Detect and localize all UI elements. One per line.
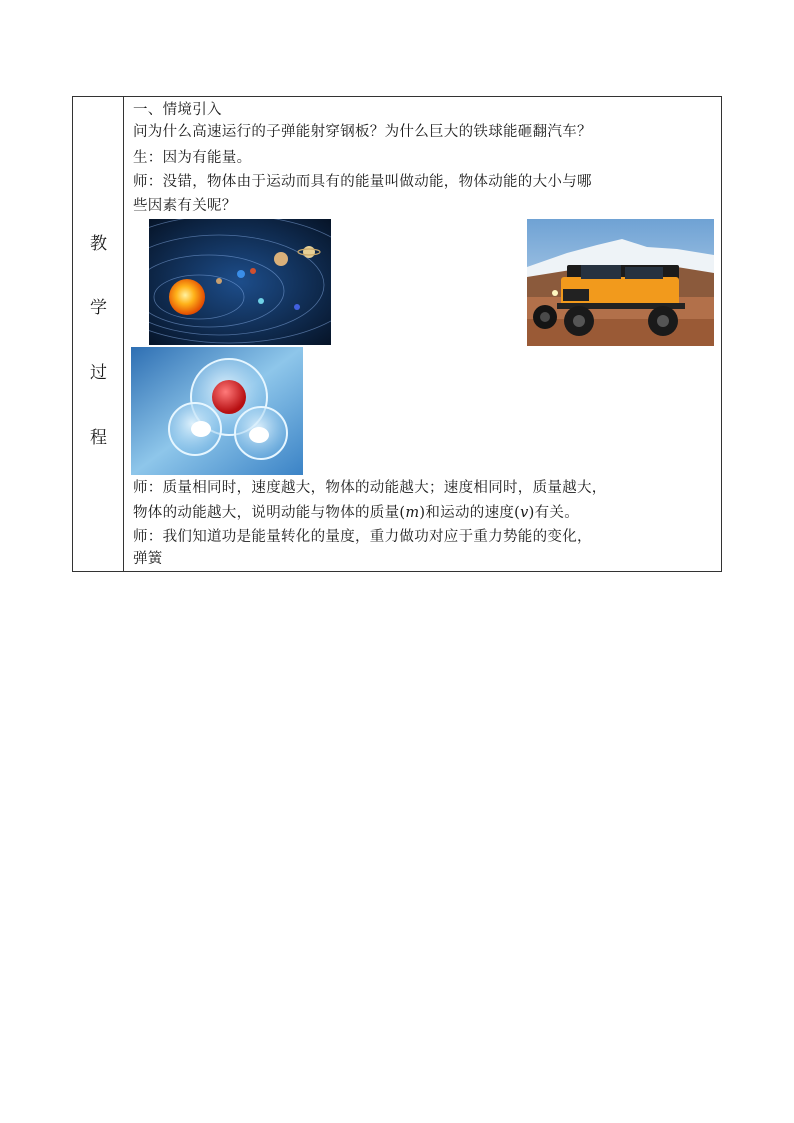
teacher-text: 师：没错，物体由于运动而具有的能量叫做动能，物体动能的大小与哪 <box>133 174 592 190</box>
variable-m: m <box>405 505 420 521</box>
lesson-table <box>72 96 722 572</box>
student-answer: 生：因为有能量。 <box>133 150 252 166</box>
teacher-text: 师：我们知道功是能量转化的量度，重力做功对应于重力势能的变化， <box>133 529 592 545</box>
teacher-text: 弹簧 <box>133 551 163 567</box>
water-molecule-image <box>131 347 303 475</box>
molecule-graphic <box>131 347 303 475</box>
side-label-char: 程 <box>90 428 107 448</box>
conclusion-text: 师：质量相同时，速度越大，物体的动能越大；速度相同时，质量越大， <box>133 480 607 496</box>
teacher-text: 些因素有关呢？ <box>133 198 237 214</box>
solar-system-graphic <box>149 219 331 345</box>
content-cell <box>125 97 721 571</box>
side-label-char: 过 <box>90 363 107 383</box>
jeep-image <box>527 219 714 346</box>
jeep-graphic <box>527 219 714 346</box>
section-title: 一、情境引入 <box>133 102 222 118</box>
side-label-char: 教 <box>90 234 107 254</box>
conclusion-text-2: 物体的动能越大，说明动能与物体的质量(m)和运动的速度(v)有关。 <box>133 505 579 521</box>
side-label-column <box>73 97 124 571</box>
solar-system-image <box>149 219 331 345</box>
variable-v: v <box>520 505 529 521</box>
side-label-char: 学 <box>90 298 107 318</box>
question-text: 问为什么高速运行的子弹能射穿钢板？为什么巨大的铁球能砸翻汽车？ <box>133 124 592 140</box>
